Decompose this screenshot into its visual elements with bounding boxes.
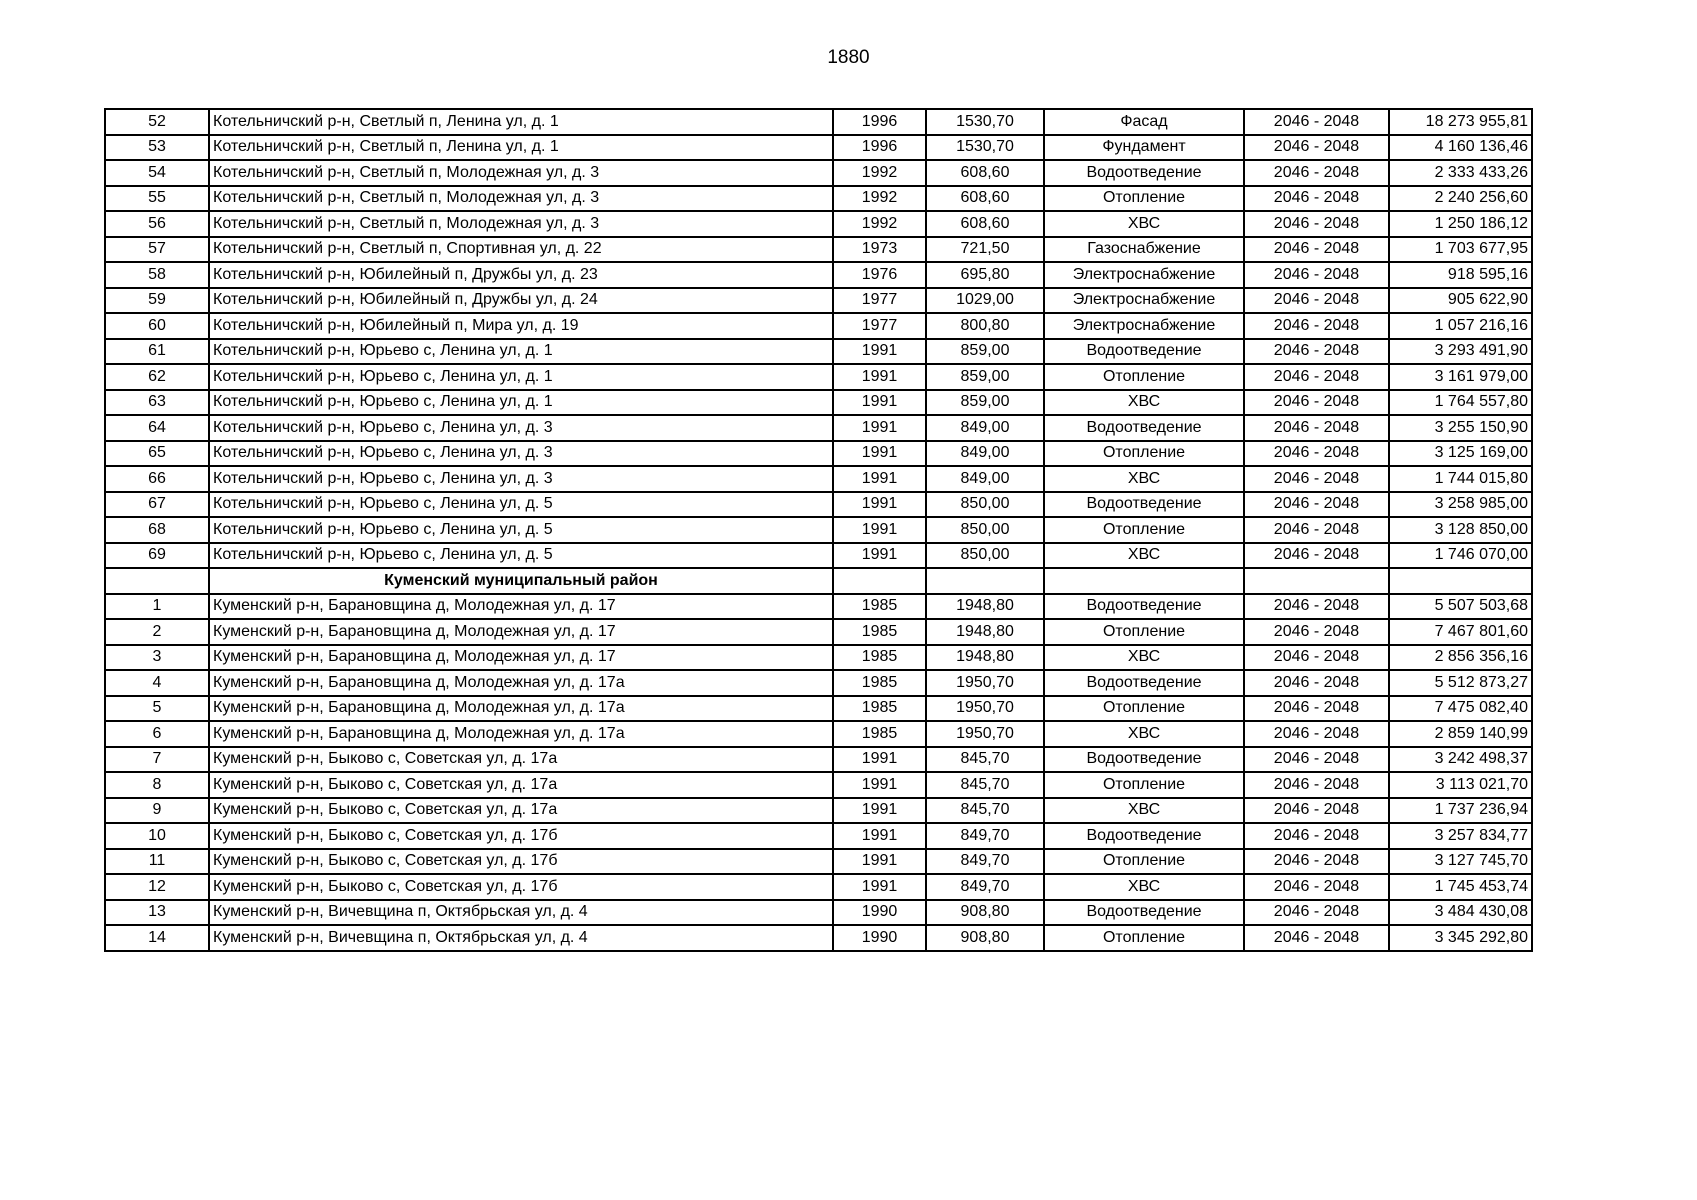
table-row [105, 619, 1532, 645]
period-cell: 2046 - 2048 [1244, 492, 1389, 518]
table-row [105, 900, 1532, 926]
table-row [105, 517, 1532, 543]
year-built-cell: 1990 [833, 925, 926, 951]
year-built-cell: 1991 [833, 339, 926, 365]
work-type-cell: Водоотведение [1044, 823, 1244, 849]
area-cell: 849,70 [926, 874, 1044, 900]
table-row [105, 211, 1532, 237]
cost-cell: 3 125 169,00 [1389, 441, 1532, 467]
address-cell: Котельничский р-н, Светлый п, Молодежная ул, д. 3 [209, 160, 833, 186]
period-cell: 2046 - 2048 [1244, 109, 1389, 135]
address-cell: Куменский р-н, Барановщина д, Молодежная ул, д. 17а [209, 670, 833, 696]
work-type-cell: ХВС [1044, 466, 1244, 492]
work-type-cell: ХВС [1044, 390, 1244, 416]
area-cell: 908,80 [926, 900, 1044, 926]
row-number-cell: 56 [105, 211, 209, 237]
period-cell: 2046 - 2048 [1244, 747, 1389, 773]
table-row [105, 262, 1532, 288]
year-built-cell: 1991 [833, 874, 926, 900]
address-cell: Котельничский р-н, Юрьево с, Ленина ул, д. 3 [209, 415, 833, 441]
year-built-cell: 1996 [833, 135, 926, 161]
period-cell: 2046 - 2048 [1244, 543, 1389, 569]
period-cell: 2046 - 2048 [1244, 645, 1389, 671]
row-number-cell: 61 [105, 339, 209, 365]
page-number: 1880 [827, 47, 870, 68]
cost-cell: 1 764 557,80 [1389, 390, 1532, 416]
cost-cell: 3 128 850,00 [1389, 517, 1532, 543]
area-cell: 859,00 [926, 339, 1044, 365]
area-cell: 1950,70 [926, 670, 1044, 696]
area-cell: 859,00 [926, 390, 1044, 416]
work-type-cell: Фасад [1044, 109, 1244, 135]
area-cell: 1948,80 [926, 645, 1044, 671]
table-row [105, 492, 1532, 518]
row-number-cell: 5 [105, 696, 209, 722]
table-row [105, 696, 1532, 722]
address-cell: Котельничский р-н, Юрьево с, Ленина ул, д. 3 [209, 441, 833, 467]
period-cell: 2046 - 2048 [1244, 466, 1389, 492]
table-row [105, 594, 1532, 620]
cost-cell: 2 856 356,16 [1389, 645, 1532, 671]
area-cell: 608,60 [926, 160, 1044, 186]
cost-cell: 3 242 498,37 [1389, 747, 1532, 773]
row-number-cell: 14 [105, 925, 209, 951]
address-cell: Котельничский р-н, Юрьево с, Ленина ул, д. 1 [209, 390, 833, 416]
address-cell: Куменский р-н, Барановщина д, Молодежная ул, д. 17 [209, 594, 833, 620]
table-row [105, 772, 1532, 798]
area-cell: 850,00 [926, 543, 1044, 569]
table-body [105, 109, 1532, 951]
work-type-cell: Водоотведение [1044, 339, 1244, 365]
table-row [105, 798, 1532, 824]
year-built-cell: 1991 [833, 543, 926, 569]
year-built-cell: 1991 [833, 823, 926, 849]
work-type-cell: Электроснабжение [1044, 313, 1244, 339]
area-cell: 1950,70 [926, 696, 1044, 722]
cost-cell: 1 737 236,94 [1389, 798, 1532, 824]
work-type-cell: Отопление [1044, 186, 1244, 212]
work-type-cell: ХВС [1044, 645, 1244, 671]
cost-cell: 4 160 136,46 [1389, 135, 1532, 161]
area-cell: 849,70 [926, 823, 1044, 849]
cost-cell: 918 595,16 [1389, 262, 1532, 288]
row-number-cell: 10 [105, 823, 209, 849]
cost-cell: 2 240 256,60 [1389, 186, 1532, 212]
work-type-cell: Водоотведение [1044, 747, 1244, 773]
table-row [105, 390, 1532, 416]
work-type-cell: Отопление [1044, 619, 1244, 645]
period-cell: 2046 - 2048 [1244, 594, 1389, 620]
area-cell: 1948,80 [926, 619, 1044, 645]
period-cell: 2046 - 2048 [1244, 849, 1389, 875]
area-cell: 849,70 [926, 849, 1044, 875]
area-cell: 721,50 [926, 237, 1044, 263]
address-cell: Котельничский р-н, Светлый п, Молодежная ул, д. 3 [209, 211, 833, 237]
year-built-cell: 1991 [833, 390, 926, 416]
row-number-cell: 64 [105, 415, 209, 441]
address-cell: Котельничский р-н, Юрьево с, Ленина ул, д. 5 [209, 492, 833, 518]
row-number-cell: 9 [105, 798, 209, 824]
cost-cell: 7 467 801,60 [1389, 619, 1532, 645]
period-cell: 2046 - 2048 [1244, 619, 1389, 645]
row-number-cell: 65 [105, 441, 209, 467]
area-cell: 845,70 [926, 798, 1044, 824]
table-row [105, 466, 1532, 492]
cost-cell: 1 703 677,95 [1389, 237, 1532, 263]
cost-cell: 3 345 292,80 [1389, 925, 1532, 951]
cost-cell: 3 127 745,70 [1389, 849, 1532, 875]
period-cell: 2046 - 2048 [1244, 415, 1389, 441]
row-number-cell: 68 [105, 517, 209, 543]
area-cell: 800,80 [926, 313, 1044, 339]
cost-cell: 18 273 955,81 [1389, 109, 1532, 135]
period-cell: 2046 - 2048 [1244, 313, 1389, 339]
address-cell: Котельничский р-н, Светлый п, Спортивная ул, д. 22 [209, 237, 833, 263]
row-number-cell: 3 [105, 645, 209, 671]
period-cell: 2046 - 2048 [1244, 925, 1389, 951]
row-number-cell: 59 [105, 288, 209, 314]
cost-cell: 905 622,90 [1389, 288, 1532, 314]
table-row [105, 364, 1532, 390]
row-number-cell: 63 [105, 390, 209, 416]
area-cell: 845,70 [926, 747, 1044, 773]
year-built-cell: 1991 [833, 849, 926, 875]
area-cell: 695,80 [926, 262, 1044, 288]
year-built-cell: 1991 [833, 747, 926, 773]
cost-cell: 1 745 453,74 [1389, 874, 1532, 900]
work-type-cell: Водоотведение [1044, 594, 1244, 620]
cost-cell: 5 507 503,68 [1389, 594, 1532, 620]
table-row [105, 237, 1532, 263]
period-cell: 2046 - 2048 [1244, 772, 1389, 798]
address-cell: Куменский р-н, Вичевщина п, Октябрьская ул, д. 4 [209, 925, 833, 951]
row-number-cell: 54 [105, 160, 209, 186]
cost-cell: 3 255 150,90 [1389, 415, 1532, 441]
year-built-cell: 1973 [833, 237, 926, 263]
work-type-cell: ХВС [1044, 543, 1244, 569]
row-number-cell: 67 [105, 492, 209, 518]
section-header-row [105, 568, 1532, 594]
row-number-cell: 7 [105, 747, 209, 773]
table-row [105, 874, 1532, 900]
row-number-cell: 6 [105, 721, 209, 747]
address-cell: Куменский р-н, Вичевщина п, Октябрьская ул, д. 4 [209, 900, 833, 926]
area-cell: 845,70 [926, 772, 1044, 798]
period-cell: 2046 - 2048 [1244, 186, 1389, 212]
period-cell: 2046 - 2048 [1244, 874, 1389, 900]
year-built-cell: 1991 [833, 798, 926, 824]
area-cell [926, 568, 1044, 594]
table-row [105, 670, 1532, 696]
work-type-cell: Отопление [1044, 925, 1244, 951]
cost-cell: 3 258 985,00 [1389, 492, 1532, 518]
row-number-cell: 58 [105, 262, 209, 288]
period-cell: 2046 - 2048 [1244, 211, 1389, 237]
work-type-cell: Электроснабжение [1044, 262, 1244, 288]
area-cell: 859,00 [926, 364, 1044, 390]
period-cell [1244, 568, 1389, 594]
row-number-cell: 66 [105, 466, 209, 492]
table-row [105, 135, 1532, 161]
table-row [105, 186, 1532, 212]
address-cell: Котельничский р-н, Юбилейный п, Дружбы ул, д. 24 [209, 288, 833, 314]
table-row [105, 313, 1532, 339]
work-type-cell: Отопление [1044, 696, 1244, 722]
table-row [105, 109, 1532, 135]
work-type-cell: Газоснабжение [1044, 237, 1244, 263]
cost-cell: 2 859 140,99 [1389, 721, 1532, 747]
period-cell: 2046 - 2048 [1244, 339, 1389, 365]
table-row [105, 543, 1532, 569]
address-cell: Куменский р-н, Быково с, Советская ул, д. 17б [209, 849, 833, 875]
cost-cell: 1 250 186,12 [1389, 211, 1532, 237]
period-cell: 2046 - 2048 [1244, 160, 1389, 186]
table-row [105, 160, 1532, 186]
area-cell: 1530,70 [926, 135, 1044, 161]
area-cell: 608,60 [926, 186, 1044, 212]
table-row [105, 441, 1532, 467]
address-cell: Котельничский р-н, Юбилейный п, Дружбы ул, д. 23 [209, 262, 833, 288]
table-row [105, 849, 1532, 875]
period-cell: 2046 - 2048 [1244, 696, 1389, 722]
table-row [105, 721, 1532, 747]
year-built-cell: 1976 [833, 262, 926, 288]
area-cell: 849,00 [926, 441, 1044, 467]
row-number-cell: 60 [105, 313, 209, 339]
area-cell: 1948,80 [926, 594, 1044, 620]
table-row [105, 415, 1532, 441]
row-number-cell: 12 [105, 874, 209, 900]
row-number-cell: 8 [105, 772, 209, 798]
work-type-cell: Фундамент [1044, 135, 1244, 161]
row-number-cell: 62 [105, 364, 209, 390]
year-built-cell: 1985 [833, 696, 926, 722]
row-number-cell: 2 [105, 619, 209, 645]
year-built-cell: 1985 [833, 619, 926, 645]
year-built-cell: 1991 [833, 466, 926, 492]
year-built-cell: 1977 [833, 288, 926, 314]
cost-cell: 5 512 873,27 [1389, 670, 1532, 696]
year-built-cell: 1992 [833, 211, 926, 237]
cost-cell: 1 057 216,16 [1389, 313, 1532, 339]
work-type-cell: ХВС [1044, 721, 1244, 747]
year-built-cell [833, 568, 926, 594]
work-type-cell: Водоотведение [1044, 670, 1244, 696]
address-cell: Котельничский р-н, Юбилейный п, Мира ул, д. 19 [209, 313, 833, 339]
table-row [105, 747, 1532, 773]
area-cell: 850,00 [926, 517, 1044, 543]
cost-cell: 2 333 433,26 [1389, 160, 1532, 186]
work-type-cell: Отопление [1044, 441, 1244, 467]
year-built-cell: 1985 [833, 594, 926, 620]
period-cell: 2046 - 2048 [1244, 798, 1389, 824]
work-type-cell: Водоотведение [1044, 415, 1244, 441]
cost-cell: 3 257 834,77 [1389, 823, 1532, 849]
table-row [105, 925, 1532, 951]
year-built-cell: 1992 [833, 160, 926, 186]
address-cell: Куменский р-н, Барановщина д, Молодежная ул, д. 17а [209, 721, 833, 747]
cost-cell: 3 161 979,00 [1389, 364, 1532, 390]
area-cell: 849,00 [926, 415, 1044, 441]
section-title: Куменский муниципальный район [209, 568, 833, 594]
address-cell: Котельничский р-н, Юрьево с, Ленина ул, д. 3 [209, 466, 833, 492]
work-type-cell: Отопление [1044, 517, 1244, 543]
year-built-cell: 1977 [833, 313, 926, 339]
year-built-cell: 1992 [833, 186, 926, 212]
period-cell: 2046 - 2048 [1244, 441, 1389, 467]
period-cell: 2046 - 2048 [1244, 823, 1389, 849]
table-row [105, 339, 1532, 365]
table-row [105, 823, 1532, 849]
repair-register-table [104, 108, 1533, 952]
work-type-cell: Отопление [1044, 772, 1244, 798]
year-built-cell: 1985 [833, 721, 926, 747]
address-cell: Куменский р-н, Быково с, Советская ул, д. 17б [209, 823, 833, 849]
cost-cell: 3 113 021,70 [1389, 772, 1532, 798]
row-number-cell: 57 [105, 237, 209, 263]
year-built-cell: 1990 [833, 900, 926, 926]
address-cell: Котельничский р-н, Юрьево с, Ленина ул, д. 5 [209, 517, 833, 543]
year-built-cell: 1996 [833, 109, 926, 135]
year-built-cell: 1985 [833, 645, 926, 671]
area-cell: 849,00 [926, 466, 1044, 492]
work-type-cell: Водоотведение [1044, 492, 1244, 518]
address-cell: Куменский р-н, Барановщина д, Молодежная ул, д. 17 [209, 619, 833, 645]
year-built-cell: 1991 [833, 772, 926, 798]
work-type-cell: Водоотведение [1044, 900, 1244, 926]
address-cell: Котельничский р-н, Светлый п, Ленина ул, д. 1 [209, 109, 833, 135]
year-built-cell: 1985 [833, 670, 926, 696]
work-type-cell: ХВС [1044, 798, 1244, 824]
work-type-cell: Отопление [1044, 364, 1244, 390]
row-number-cell: 55 [105, 186, 209, 212]
work-type-cell: Электроснабжение [1044, 288, 1244, 314]
address-cell: Котельничский р-н, Юрьево с, Ленина ул, д. 1 [209, 364, 833, 390]
work-type-cell: ХВС [1044, 874, 1244, 900]
cost-cell: 7 475 082,40 [1389, 696, 1532, 722]
area-cell: 1530,70 [926, 109, 1044, 135]
period-cell: 2046 - 2048 [1244, 670, 1389, 696]
year-built-cell: 1991 [833, 517, 926, 543]
period-cell: 2046 - 2048 [1244, 237, 1389, 263]
address-cell: Куменский р-н, Быково с, Советская ул, д. 17б [209, 874, 833, 900]
area-cell: 908,80 [926, 925, 1044, 951]
area-cell: 1950,70 [926, 721, 1044, 747]
row-number-cell: 13 [105, 900, 209, 926]
year-built-cell: 1991 [833, 415, 926, 441]
year-built-cell: 1991 [833, 492, 926, 518]
area-cell: 1029,00 [926, 288, 1044, 314]
cost-cell: 1 746 070,00 [1389, 543, 1532, 569]
cost-cell [1389, 568, 1532, 594]
period-cell: 2046 - 2048 [1244, 288, 1389, 314]
address-cell: Куменский р-н, Барановщина д, Молодежная ул, д. 17а [209, 696, 833, 722]
work-type-cell: ХВС [1044, 211, 1244, 237]
row-number-cell: 11 [105, 849, 209, 875]
area-cell: 850,00 [926, 492, 1044, 518]
year-built-cell: 1991 [833, 364, 926, 390]
row-number-cell: 53 [105, 135, 209, 161]
address-cell: Котельничский р-н, Светлый п, Ленина ул, д. 1 [209, 135, 833, 161]
address-cell: Куменский р-н, Барановщина д, Молодежная ул, д. 17 [209, 645, 833, 671]
cost-cell: 3 293 491,90 [1389, 339, 1532, 365]
cost-cell: 1 744 015,80 [1389, 466, 1532, 492]
work-type-cell [1044, 568, 1244, 594]
work-type-cell: Водоотведение [1044, 160, 1244, 186]
year-built-cell: 1991 [833, 441, 926, 467]
period-cell: 2046 - 2048 [1244, 721, 1389, 747]
address-cell: Котельничский р-н, Светлый п, Молодежная ул, д. 3 [209, 186, 833, 212]
area-cell: 608,60 [926, 211, 1044, 237]
address-cell: Куменский р-н, Быково с, Советская ул, д. 17а [209, 798, 833, 824]
period-cell: 2046 - 2048 [1244, 517, 1389, 543]
address-cell: Куменский р-н, Быково с, Советская ул, д. 17а [209, 747, 833, 773]
table-row [105, 645, 1532, 671]
row-number-cell: 69 [105, 543, 209, 569]
table-row [105, 288, 1532, 314]
period-cell: 2046 - 2048 [1244, 390, 1389, 416]
address-cell: Котельничский р-н, Юрьево с, Ленина ул, д. 5 [209, 543, 833, 569]
work-type-cell: Отопление [1044, 849, 1244, 875]
address-cell: Куменский р-н, Быково с, Советская ул, д. 17а [209, 772, 833, 798]
period-cell: 2046 - 2048 [1244, 262, 1389, 288]
period-cell: 2046 - 2048 [1244, 364, 1389, 390]
period-cell: 2046 - 2048 [1244, 135, 1389, 161]
period-cell: 2046 - 2048 [1244, 900, 1389, 926]
row-number-cell: 1 [105, 594, 209, 620]
address-cell: Котельничский р-н, Юрьево с, Ленина ул, д. 1 [209, 339, 833, 365]
row-number-cell: 4 [105, 670, 209, 696]
row-number-cell: 52 [105, 109, 209, 135]
row-number-cell [105, 568, 209, 594]
cost-cell: 3 484 430,08 [1389, 900, 1532, 926]
